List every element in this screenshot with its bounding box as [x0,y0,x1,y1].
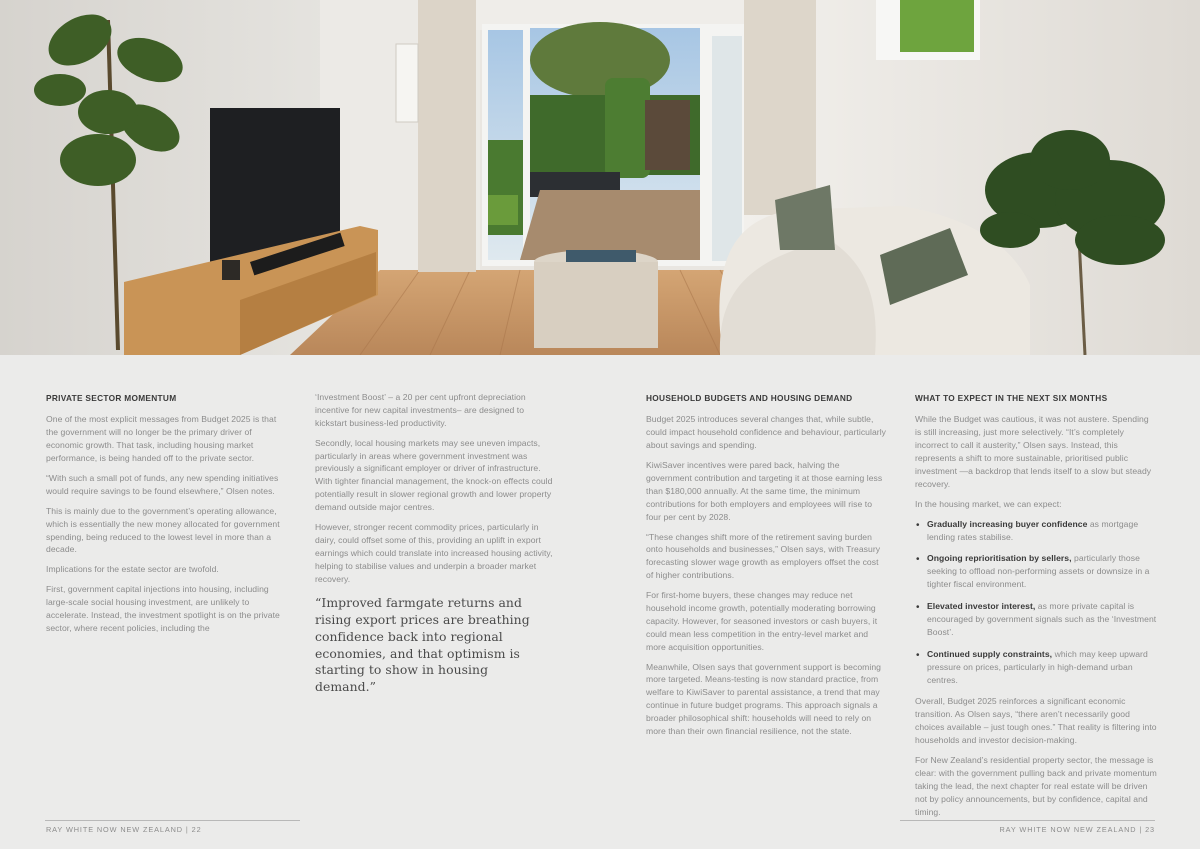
paragraph: For New Zealand’s residential property sector, the message is clear: with the government pulling back and private momentum taking the lead, the next chapter for real estate will be driven not by policy announcements, but by confidence, capital and timing. [915,755,1157,817]
paragraph: For first-home buyers, these changes may reduce net household income growth, potentially moderating borrowing capacity. However, for seasoned investors or cash buyers, it could mean less competition in the entry-level market and more acquisition opportunities. [646,590,878,652]
column-expect [915,392,1157,825]
list-item: • Ongoing reprioritisation by sellers, particularly those seeking to offload non-performing assets or downsize in a tighter fiscal environment. [915,552,1157,591]
paragraph: ‘Investment Boost’ – a 20 per cent upfront depreciation incentive for new capital investments– are designed to kickstart business-led productivity. [315,392,526,428]
paragraph: “These changes shift more of the retirement saving burden onto households and businesses,” Olsen says, with Treasury forecasting slower wage growth as employers offset the cost of higher contributions. [646,531,881,581]
footer-left: RAY WHITE NOW NEW ZEALAND | 22 [46,825,202,834]
footer-right: RAY WHITE NOW NEW ZEALAND | 23 [999,825,1155,834]
living-room-photo [0,0,1200,355]
column-household [646,392,886,745]
paragraph: Secondly, local housing markets may see uneven impacts, particularly in areas where government investment was previously a significant employer or driver of infrastructure. With tighter financial management, the knock-on effects could potentially result in slower regional growth and lower property demand outside major centres. [315,437,553,513]
expect-list [915,518,1157,687]
column-private-sector [46,392,286,642]
paragraph: In the housing market, we can expect: [915,498,1062,509]
paragraph: Overall, Budget 2025 reinforces a significant economic transition. As Olsen says, “there aren’t necessarily good choices available – just tough ones.” That reality is filtering into households and investor decision-making. [915,696,1157,746]
list-item: • Elevated investor interest, as more private capital is encouraged by government signals such as the ‘Investment Boost’. [915,600,1157,639]
paragraph: Budget 2025 introduces several changes that, while subtle, could impact household confidence and behaviour, particularly about savings and spending. [646,414,887,451]
paragraph: KiwiSaver incentives were pared back, halving the government contribution and targeting it at those earning less than $180,000 annually. At the same time, the minimum contributions for both employers and employees will rise to four per cent by 2028. [646,460,883,522]
pull-quote: “Improved farmgate returns and rising export prices are breathing confidence back into regional economies, and that optimism is starting to show in housing demand.” [315,595,530,695]
list-item: • Gradually increasing buyer confidence as mortgage lending rates stabilise. [915,518,1157,544]
paragraph: This is mainly due to the government’s operating allowance, which is essentially the new money allocated for government spending, being reduced to the lowest level in more than a decade. [46,505,280,555]
heading-household: HOUSEHOLD BUDGETS AND HOUSING DEMAND [646,393,853,403]
footer-divider-right [900,820,1155,821]
heading-private-sector: PRIVATE SECTOR MOMENTUM [46,393,177,403]
footer-divider-left [45,820,300,821]
paragraph: While the Budget was cautious, it was not austere. Spending is still increasing, just more selectively. “It’s completely incorrect to call it austerity,” Olsen says. Instead, this represents a shift to more sustainable, prioritised public investment —a backdrop that lends itself to a slow but steady recovery. [915,414,1152,489]
heading-expect: WHAT TO EXPECT IN THE NEXT SIX MONTHS [915,393,1108,403]
paragraph: Meanwhile, Olsen says that government support is becoming more targeted. Means-testing is now standard practice, from welfare to KiwiSaver to parental assistance, a trend that may continue in future budget programs. This approach signals a broader philosophical shift: households will need to rely on more than their own financial resilience, not the state. [646,661,881,737]
column-continued [315,391,555,696]
paragraph: “With such a small pot of funds, any new spending initiatives would require savings to be found elsewhere,” Olsen notes. [46,473,279,496]
paragraph: One of the most explicit messages from Budget 2025 is that the government will no longer be the primary driver of economic growth. That task, including housing market performance, is being handed off to the private sector. [46,414,277,464]
paragraph: Implications for the estate sector are twofold. [46,564,219,575]
list-item: • Continued supply constraints, which may keep upward pressure on prices, particularly in high-demand urban centres. [915,648,1157,687]
paragraph: However, stronger recent commodity prices, particularly in dairy, could offset some of this, providing an uplift in export earnings which could translate into increased housing activity, helping to stabilise values and underpin a broader market recovery. [315,522,553,584]
paragraph: First, government capital injections into housing, including large-scale social housing investment, are unlikely to accelerate. Instead, the investment spotlight is on the private sector, where recent policies, including the [46,584,280,633]
